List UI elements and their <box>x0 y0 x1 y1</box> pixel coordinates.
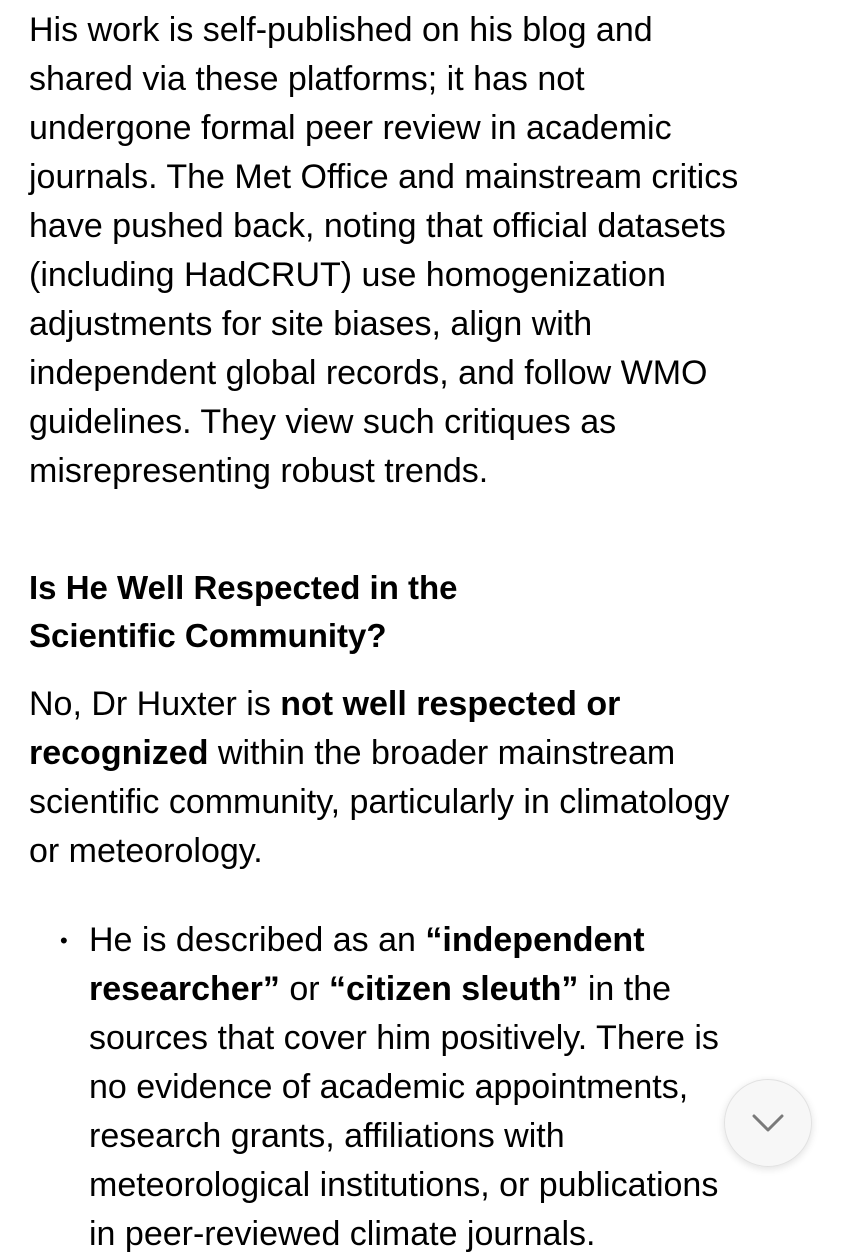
text-line: journals. The Met Office and mainstream critics <box>29 158 739 196</box>
text-line: no evidence of academic appointments, <box>89 1068 689 1106</box>
text-line: independent global records, and follow WMO <box>29 354 708 392</box>
text-line: sources that cover him positively. There is <box>89 1019 719 1057</box>
text-run: or <box>279 970 330 1008</box>
heading-line: Is He Well Respected in the <box>29 569 458 606</box>
text-line: have pushed back, noting that official datasets <box>29 207 726 245</box>
paragraph-respect <box>29 680 819 876</box>
text-line: (including HadCRUT) use homogenization <box>29 256 666 294</box>
heading-line: Scientific Community? <box>29 617 387 654</box>
paragraph-peer-review <box>29 0 819 496</box>
bold-text-run: recognized <box>29 734 209 772</box>
text-line: scientific community, particularly in climatology <box>29 783 730 821</box>
text-line: shared via these platforms; it has not <box>29 60 585 98</box>
bold-text-run: researcher” <box>89 970 280 1008</box>
text-run: within the broader mainstream <box>208 734 676 772</box>
text-line: in peer-reviewed climate journals. <box>89 1215 596 1253</box>
bullet-dot-icon: • <box>60 928 68 953</box>
text-run: in the <box>578 970 672 1008</box>
chevron-down-icon <box>751 1113 785 1133</box>
text-line: guidelines. They view such critiques as <box>29 403 617 441</box>
bold-text-run: “independent <box>425 921 645 959</box>
text-line: adjustments for site biases, align with <box>29 305 593 343</box>
text-line: research grants, affiliations with <box>89 1117 565 1155</box>
scroll-down-button[interactable] <box>724 1079 812 1167</box>
text-line: undergone formal peer review in academic <box>29 109 672 147</box>
text-line: His work is self-published on his blog and <box>29 11 653 49</box>
text-line: or meteorology. <box>29 832 263 870</box>
section-heading <box>29 564 819 660</box>
bold-text-run: not well respected or <box>280 685 621 723</box>
text-line: misrepresenting robust trends. <box>29 452 489 490</box>
text-run: He is described as an <box>89 921 426 959</box>
bold-text-run: “citizen sleuth” <box>329 970 579 1008</box>
article-content <box>29 0 819 1259</box>
text-run: No, Dr Huxter is <box>29 685 281 723</box>
bullet-list <box>29 916 819 1259</box>
list-item <box>29 916 819 1259</box>
text-line: meteorological institutions, or publications <box>89 1166 719 1204</box>
